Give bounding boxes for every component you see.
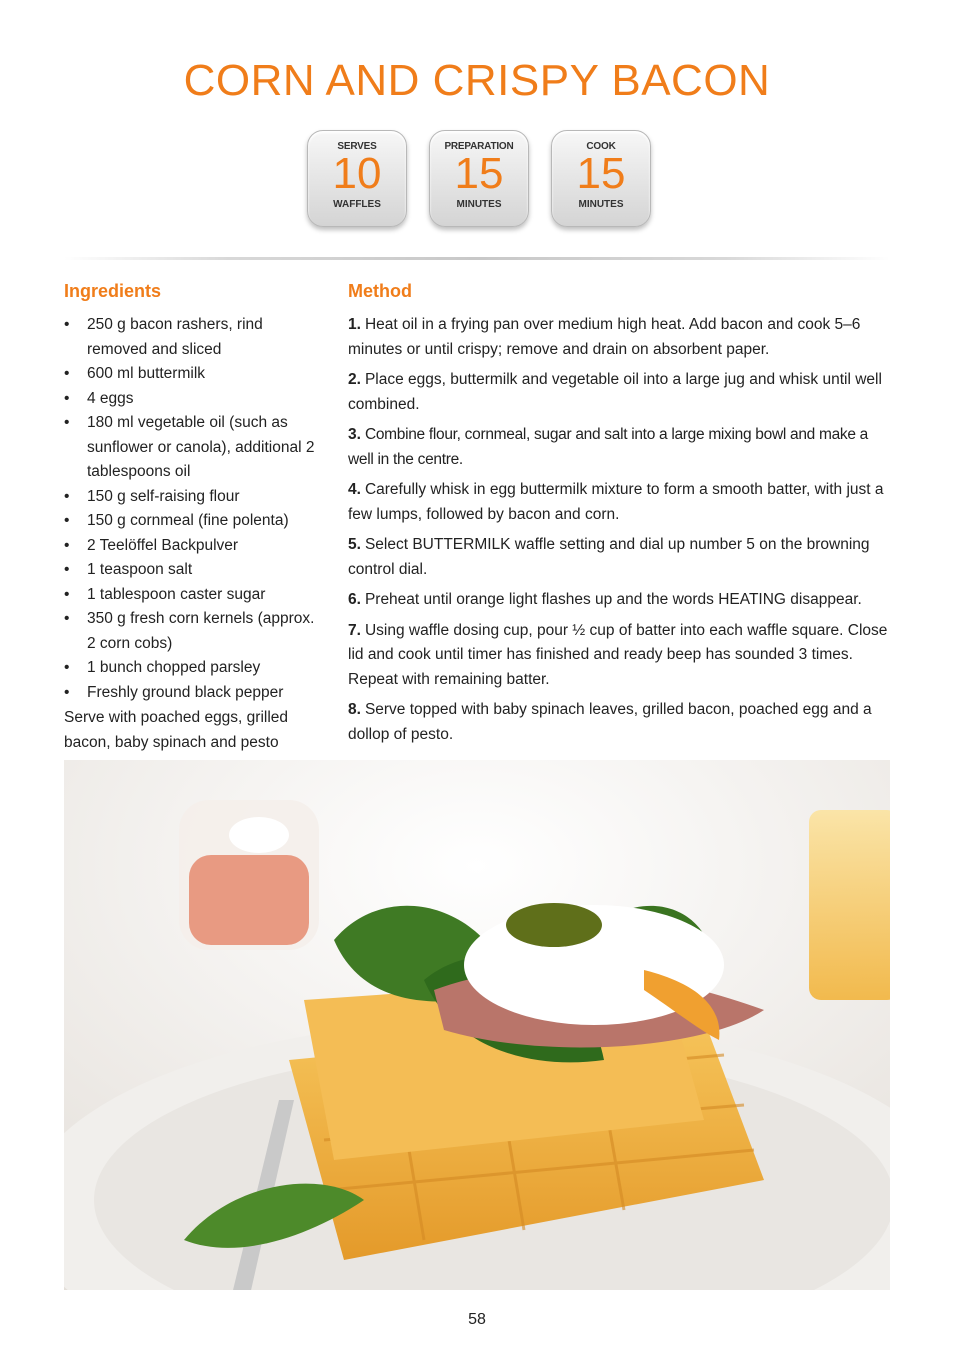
badge-unit: MINUTES	[456, 199, 502, 210]
section-divider	[64, 257, 890, 260]
badge-unit: MINUTES	[578, 199, 624, 210]
step-text: Place eggs, buttermilk and vegetable oil into a large jug and whisk until well combined.	[348, 371, 882, 413]
recipe-title: CORN AND CRISPY BACON	[183, 56, 771, 105]
cook-badge	[551, 130, 651, 227]
method-step	[348, 423, 893, 472]
method-step	[348, 698, 893, 747]
method-step	[348, 588, 893, 613]
serves-badge	[307, 130, 407, 227]
method-step	[348, 619, 893, 693]
step-number: 5.	[348, 536, 361, 553]
badge-value: 15	[576, 149, 626, 198]
page-number: 58	[468, 1311, 486, 1328]
method-step	[348, 313, 893, 362]
badge-label: COOK	[586, 141, 616, 152]
ingredient-item: • 4 eggs	[64, 387, 324, 412]
step-text: Carefully whisk in egg buttermilk mixture to form a smooth batter, with just a few lumps, followed by bacon and corn.	[348, 481, 884, 523]
recipe-photo	[64, 760, 890, 1290]
step-number: 7.	[348, 621, 361, 639]
badge-unit: WAFFLES	[333, 199, 381, 210]
ingredient-item: • 600 ml buttermilk	[64, 362, 324, 387]
method-step	[348, 533, 893, 582]
waffle-illustration	[64, 760, 890, 1290]
step-number: 3.	[348, 426, 361, 443]
badge-label: SERVES	[337, 141, 377, 152]
step-text: Select BUTTERMILK waffle setting and dial up number 5 on the browning control dial.	[348, 536, 870, 578]
ingredients-list	[64, 313, 324, 705]
badge-value: 10	[332, 149, 382, 198]
step-number: 2.	[348, 371, 361, 388]
ingredient-item: • 150 g self-raising flour	[64, 485, 324, 510]
ingredient-item: • 1 tablespoon caster sugar	[64, 583, 324, 608]
preparation-badge	[429, 130, 529, 227]
ingredient-item: • Freshly ground black pepper	[64, 681, 324, 706]
step-text: Combine flour, cornmeal, sugar and salt into a large mixing bowl and make a well in the centre.	[348, 426, 868, 468]
method-step	[348, 478, 893, 527]
step-number: 1.	[348, 316, 361, 333]
ingredient-item: • 1 teaspoon salt	[64, 558, 324, 583]
recipe-info-badges	[307, 130, 651, 227]
ingredient-item: • 1 bunch chopped parsley	[64, 656, 324, 681]
badge-label: PREPARATION	[444, 141, 514, 152]
ingredient-item: • 150 g cornmeal (fine polenta)	[64, 509, 324, 534]
ingredient-item: • 350 g fresh corn kernels (approx. 2 corn cobs)	[64, 607, 324, 656]
step-text: Using waffle dosing cup, pour ½ cup of batter into each waffle square. Close lid and cook until timer has finished and ready beep has sounded 3 times. Repeat with remaining batter.	[348, 621, 888, 688]
method-steps	[348, 313, 893, 753]
step-text: Preheat until orange light flashes up and the words HEATING disappear.	[364, 591, 862, 608]
method-heading: Method	[348, 281, 412, 301]
ingredient-item: • 2 Teelöffel Backpulver	[64, 534, 324, 559]
step-number: 4.	[348, 481, 361, 498]
step-number: 6.	[348, 591, 361, 608]
step-text: Heat oil in a frying pan over medium high heat. Add bacon and cook 5–6 minutes or until crispy; remove and drain on absorbent paper.	[348, 316, 861, 358]
ingredient-item: • 250 g bacon rashers, rind removed and sliced	[64, 313, 324, 362]
ingredient-item: • 180 ml vegetable oil (such as sunflower or canola), additional 2 tablespoons oil	[64, 411, 324, 485]
badge-value: 15	[454, 149, 504, 198]
method-step	[348, 368, 893, 417]
step-text: Serve topped with baby spinach leaves, grilled bacon, poached egg and a dollop of pesto.	[348, 701, 872, 743]
ingredients-heading: Ingredients	[64, 281, 162, 301]
serve-note: Serve with poached eggs, grilled bacon, baby spinach and pesto	[64, 709, 289, 751]
step-number: 8.	[348, 701, 361, 718]
